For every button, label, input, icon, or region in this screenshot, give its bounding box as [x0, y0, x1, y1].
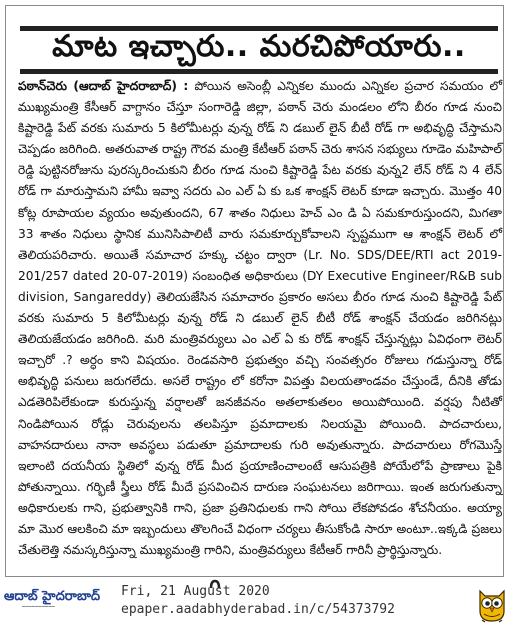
epaper-footer	[121, 583, 395, 619]
article-headline: మాట ఇచ్చారు.. మరచిపోయారు..	[20, 26, 498, 74]
article-text: పోయిన అసెంబ్లీ ఎన్నికల ముందు ఎన్నికల ప్రచార సమయం లో ముఖ్యమంత్రి కేసీఆర్ వాగ్దానం చేస్తూ సంగారెడ్డి జిల్లా, పఠాన్ చెరు మండలం లోని బీరం గూడ నుంచి కిష్టారెడ్డి పేట్ వరకు సుమారు 5 కిలోమీటర్లు వున్న రోడ్ ని డబుల్ లైన్ బీటీ రోడ్ గా అభివృద్ధి చేస్తామని చెప్పడం జరిగింది. అతరువాత రాష్ట్ర గౌరవ మంత్రి కేటీఆర్ పఠాన్ చెరు శాసన సభ్యులు గూడెం మహిపాల్ రెడ్డి పుట్టినరోజును పురస్కరించుకుని బీరం గూడ నుంచి కిష్టారెడ్డి పేట వరకు వున్న2 లేన్ రోడ్ ని 4 లేన్ రోడ్ గా మారుస్తామని హామీ ఇవ్వా సదరు ఎం ఎల్ ఏ కు ఒక శాంక్షన్ లెటర్ కూడా ఇచ్చారు. మొత్తం 40 కోట్ల రూపాయల వ్యయం అవుతుందని, 67 శాతం నిధులు హెచ్ ఎం డి ఏ సమకూరుస్తుందని, మిగతా 33 శాతం నిధులు స్థానిక మునిసిపాలిటీ వారు సమకూర్చుకోవాలని స్పష్టముగా ఆ శాంక్షన్ లెటర్ లో తెలియపరిచారు. అయితే సమాచార హక్కు చట్టం ద్వారా (Lr. No. SDS/DEE/RTI act 2019-201/257 dated 20-07-2019) సంబంధిత అధికారులు (DY Executive Engineer/R&B sub division, Sangareddy) తెలియజేసిన సమాచారం ప్రకారం అసలు బీరం గూడ నుంచి కిష్టారెడ్డి పేట్ వరకు సుమారు 5 కిలోమీటర్లు వున్న రోడ్ ని డబుల్ లైన్ బీటీ రోడ్ శాంక్షన్ చేయడం జరిగినట్లు తెలియజేయడం జరిగింది. మరి మంత్రివర్యులు ఎం ఎల్ ఏ కు రోడ్ శాంక్షన్ చేస్తున్నట్లు ఏవిధంగా లెటర్ ఇచ్చారో .? అర్ధం కాని విషయం. రెండవసారి ప్రభుత్వం వచ్చి సంవత్సరం రోజులు గడుస్తున్నా రోడ్ అభివృద్ధి పనులు జరుగలేదు. అసలే రాష్ట్రం లో కరోనా విపత్తు విలయతాండవం చేస్తుండే, దీనికి తోడు ఎడతెరిపిలేకుండా కురుస్తున్న వర్షాలతో జనజీవనం అతలాకుతలం అయిపోయింది. వర్షపు నీటితో నిండిపోయిన రోడ్లు చెరువులను తలపిస్తూ ప్రమాదాలకు నిలయమై పోయింది. పాదచారులు, వాహనదారులు నానా అవస్థలు పడుతూ ప్రమాదాలకు గురి అవుతున్నారు. పాదచారులు రోగమొస్తే ఇలాంటి దయనీయ స్థితిలో వున్న రోడ్ మీద ప్రయాణించాలంటే ఆసుపత్రికి పోయేలోపే ప్రాణాలు పైకి పోతున్నాయి. గర్భిణీ స్త్రీలు రోడ్ మీదే ప్రసవించిన దారుణ సంఘటనలు జరిగాయి. ఇంత జరుగుతున్నా అధికారులకు గాని, ప్రభుత్వానికి గాని, ప్రజా ప్రతినిధులకు గాని సోయి లేకపోవడం శోచనీయం. అయ్యా మా మొర ఆలకించి మా ఇబ్బందులు తొలగించే విధంగా చర్యలు తీసుకోండి సారూ అంటూ..ఇక్కడి ప్రజలు చేతులెత్తి నమస్కరిస్తున్నా ముఖ్యమంత్రి గారిని, మంత్రివర్యులు కేటీఆర్ గారినీ ప్రార్థిస్తున్నారు.	[18, 79, 503, 558]
article-body	[18, 76, 502, 561]
footer-date: Fri, 21 August 2020	[121, 584, 270, 599]
owl-icon	[476, 585, 508, 623]
logo-tagline-mark: ━━━━━━━━━━	[22, 603, 56, 610]
footer-url[interactable]: epaper.aadabhyderabad.in/c/54373792	[121, 602, 395, 617]
logo-text: ఆదాబ్ హైదరాబాద్	[4, 588, 101, 604]
newspaper-clipping	[5, 5, 504, 577]
article-dateline: పఠాన్‌చెరు (ఆదాబ్ హైదరాబాద్) :	[18, 79, 189, 93]
publisher-logo[interactable]	[4, 586, 116, 612]
